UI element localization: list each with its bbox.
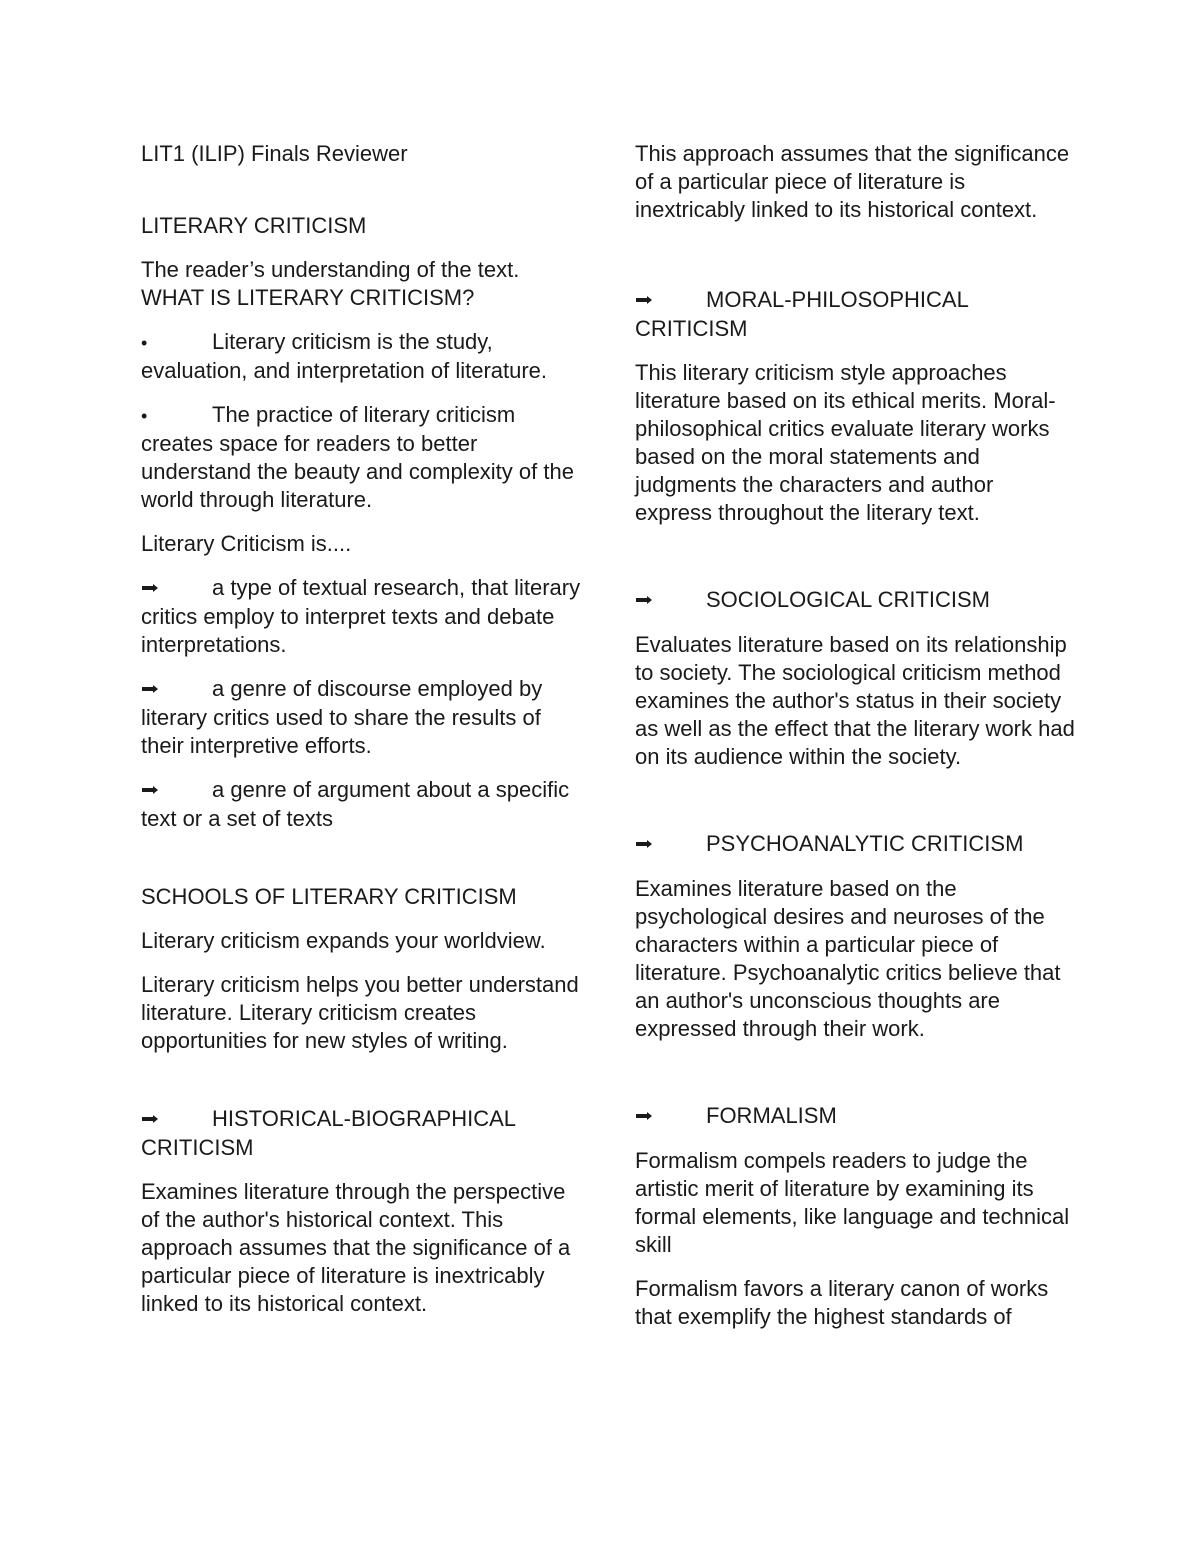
list-item: • Literary criticism is the study, evaluation, and interpretation of literature. [141, 329, 548, 383]
arrow-bullet-icon [635, 585, 706, 613]
paragraph: Examines literature based on the psychological desires and neuroses of the characters within a particular piece of literature. Psychoanalytic critics believe that an author's unconscious thoughts are expressed through their work. [635, 876, 1061, 1041]
school-heading-historical: HISTORICAL-BIOGRAPHICAL CRITICISM [141, 1106, 516, 1160]
document-title: LIT1 (ILIP) Finals Reviewer [141, 141, 408, 166]
arrow-bullet-icon [635, 829, 706, 857]
bullet-dot: • [141, 333, 148, 353]
paragraph: Literary criticism helps you better understand literature. Literary criticism creates opportunities for new styles of writing. [141, 972, 579, 1053]
paragraph: Examines literature through the perspective of the author's historical context. This approach assumes that the significance of a particular piece of literature is inextricably linked to its historical context. [141, 1179, 571, 1316]
arrow-bullet-icon [635, 285, 706, 313]
intro-line: The reader’s understanding of the text. [141, 257, 520, 282]
list-item: a genre of argument about a specific text or a set of texts [141, 777, 570, 831]
paragraph: Formalism favors a literary canon of works that exemplify the highest standards of [635, 1276, 1049, 1329]
school-heading-formalism: FORMALISM [635, 1102, 1075, 1131]
section-heading-schools: SCHOOLS OF LITERARY CRITICISM [141, 884, 517, 909]
arrow-bullet-icon [141, 775, 212, 803]
paragraph: Literary criticism expands your worldview. [141, 928, 546, 953]
left-column [141, 140, 581, 1318]
school-heading-moral: MORAL-PHILOSOPHICAL CRITICISM [635, 287, 969, 341]
list-item: • The practice of literary criticism creates space for readers to better understand the beauty and complexity of the world through literature. [141, 402, 574, 512]
what-is-heading: WHAT IS LITERARY CRITICISM? [141, 285, 475, 310]
arrow-bullet-icon [141, 674, 212, 702]
section-heading-literary-criticism: LITERARY CRITICISM [141, 213, 367, 238]
arrow-bullet-icon [635, 1101, 706, 1129]
paragraph: Evaluates literature based on its relationship to society. The sociological criticism method examines the author's status in their society as well as the effect that the literary work had on its audience within the society. [635, 632, 1075, 769]
paragraph: This approach assumes that the significance of a particular piece of literature is inextricably linked to its historical context. [635, 141, 1070, 222]
bullet-dot: • [141, 406, 148, 426]
right-column [635, 140, 1075, 1331]
arrow-bullet-icon [141, 573, 212, 601]
paragraph: This literary criticism style approaches literature based on its ethical merits. Moral-philosophical critics evaluate literary works based on the moral statements and judgments the characters and author express throughout the literary text. [635, 360, 1056, 525]
list-item: a type of textual research, that literary critics employ to interpret texts and debate interpretations. [141, 575, 581, 657]
list-item: a genre of discourse employed by literary critics used to share the results of their interpretive efforts. [141, 676, 543, 758]
school-heading-psychoanalytic: PSYCHOANALYTIC CRITICISM [635, 830, 1075, 859]
arrow-bullet-icon [141, 1104, 212, 1132]
criticism-is-line: Literary Criticism is.... [141, 531, 352, 556]
paragraph: Formalism compels readers to judge the artistic merit of literature by examining its formal elements, like language and technical skill [635, 1148, 1070, 1257]
school-heading-sociological: SOCIOLOGICAL CRITICISM [635, 586, 1075, 615]
